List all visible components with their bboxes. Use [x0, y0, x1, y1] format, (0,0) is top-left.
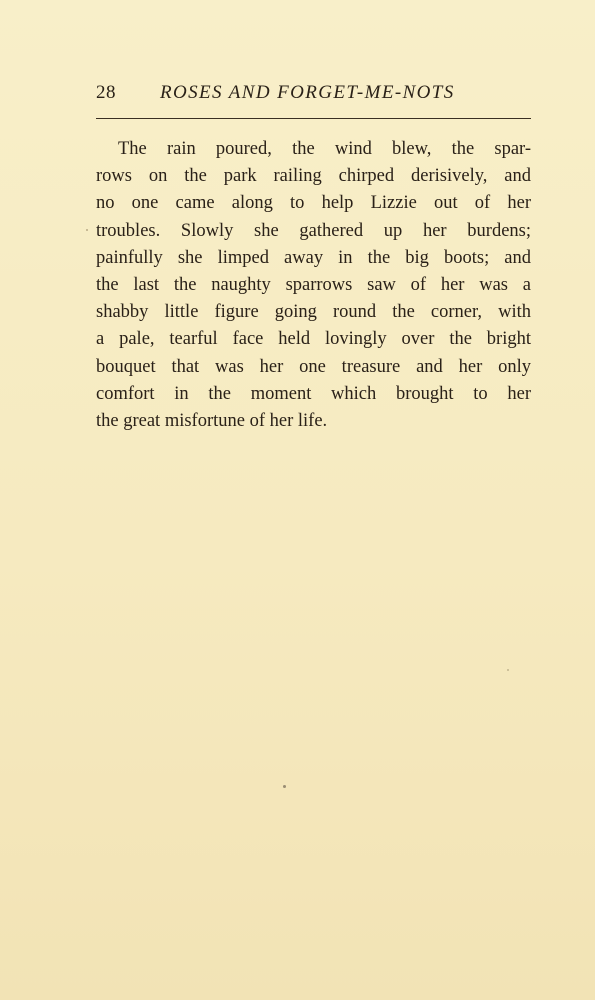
page-number: 28 — [96, 82, 116, 103]
text-line: painfully she limped away in the big boots; and — [96, 247, 531, 268]
paper-speck — [507, 669, 509, 671]
paper-speck — [283, 785, 286, 788]
text-line: no one came along to help Lizzie out of her — [96, 193, 531, 214]
page-header — [96, 82, 531, 108]
text-line: troubles. Slowly she gathered up her burdens; — [96, 220, 531, 241]
text-line: comfort in the moment which brought to her — [96, 383, 531, 404]
text-line: a pale, tearful face held lovingly over the bright — [96, 329, 531, 350]
paper-speck — [86, 229, 88, 231]
header-rule — [96, 118, 531, 119]
text-line: the great misfortune of her life. — [96, 411, 328, 432]
text-line: the last the naughty sparrows saw of her was a — [96, 275, 531, 296]
text-line: bouquet that was her one treasure and her only — [96, 356, 531, 377]
text-line: The rain poured, the wind blew, the spar- — [118, 139, 531, 159]
body-paragraph — [96, 136, 531, 435]
text-line: rows on the park railing chirped derisively, and — [96, 166, 531, 187]
text-line: shabby little figure going round the corner, with — [96, 302, 531, 323]
running-title: ROSES AND FORGET-ME-NOTS — [160, 82, 455, 103]
